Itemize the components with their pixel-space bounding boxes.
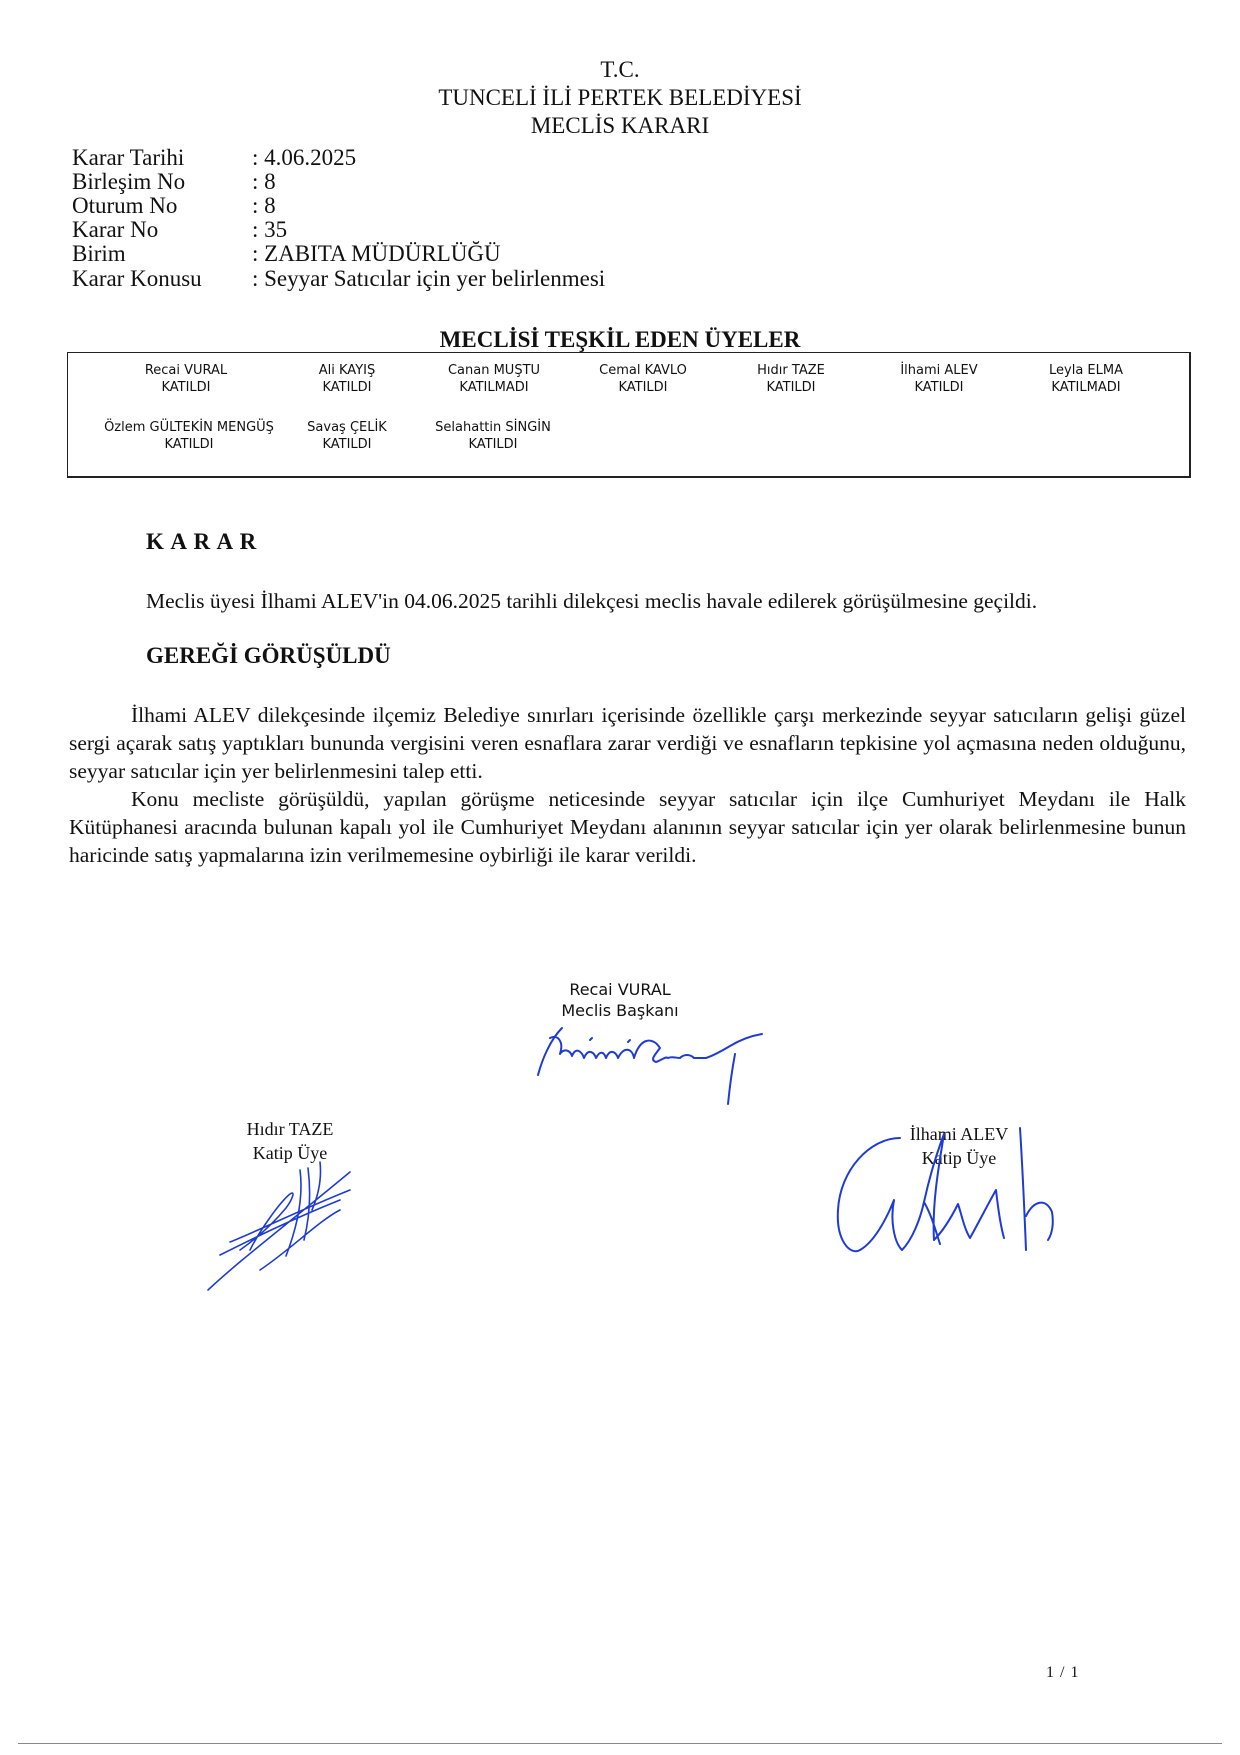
paragraph-1-text: İlhami ALEV dilekçesinde ilçemiz Belediye sınırları içerisinde özellikle çarşı merkezinde seyyar satıcıların gelişi güzel sergi açarak satış yaptıkları bununda vergisini veren esnaflara zarar verdiği ve esnafların tepkisine yol açmasına neden olduğunu, seyyar satıcılar için yer belirlenmesini talep etti. [69,703,1186,783]
member-name: Özlem GÜLTEKİN MENGÜŞ [104,420,274,435]
left-signature-icon [200,1160,370,1300]
meta-birim [72,242,772,266]
member-item [859,362,1019,396]
member-status: KATILDI [164,437,214,452]
member-status: KATILDI [161,380,211,395]
paragraph-2-text: Konu mecliste görüşüldü, yapılan görüşme neticesinde seyyar satıcılar için ilçe Cumhuriyet Meydanı ile Halk Kütüphanesi aracında bulunan kapalı yol ile Cumhuriyet Meydanı alanının seyyar satıcılar için yer olarak belirlenmesine bunun haricinde satış yapmalarına izin verilmemesine oybirliği ile karar verildi. [69,787,1186,867]
member-name: Savaş ÇELİK [307,420,387,435]
meta-value: : 8 [252,169,276,194]
president-title: Meclis Başkanı [561,1001,679,1020]
right-signer-title: Katip Üye [921,1148,997,1168]
member-status: KATILMADI [1051,380,1121,395]
meta-label: Birleşim No [72,169,186,194]
meta-label: Oturum No [72,193,178,218]
member-status: KATILDI [914,380,964,395]
left-signer-title: Katip Üye [252,1143,328,1163]
header-tc: T.C. [600,57,640,82]
member-item [711,362,871,396]
member-status: KATILDI [766,380,816,395]
meta-value: : ZABITA MÜDÜRLÜĞÜ [252,241,501,266]
members-box [67,352,1191,478]
meta-birlesim-no [72,170,772,194]
member-item [106,362,266,396]
paragraph-1 [69,701,1186,785]
meta-value: : Seyyar Satıcılar için yer belirlenmesi [252,266,606,291]
member-status: KATILDI [618,380,668,395]
member-item [267,419,427,453]
member-name: Cemal KAVLO [599,363,687,378]
member-status: KATILMADI [459,380,529,395]
member-status: KATILDI [468,437,518,452]
meta-label: Birim [72,241,126,266]
members-title: MECLİSİ TEŞKİL EDEN ÜYELER [439,327,801,352]
bottom-scan-line [18,1743,1222,1744]
meta-karar-konusu [72,267,772,291]
member-status: KATILDI [322,437,372,452]
meta-label: Karar No [72,217,159,242]
meta-label: Karar Konusu [72,266,202,291]
left-signature-block [220,1117,360,1165]
meta-value: : 35 [252,217,288,242]
member-status: KATILDI [322,380,372,395]
member-name: Ali KAYIŞ [318,363,376,378]
header-municipality: TUNCELİ İLİ PERTEK BELEDİYESİ [438,85,802,110]
meta-oturum-no [72,194,772,218]
meta-value: : 4.06.2025 [252,145,357,170]
meta-value: : 8 [252,193,276,218]
member-item [104,419,274,453]
member-item [267,362,427,396]
geregi-title: GEREĞİ GÖRÜŞÜLDÜ [146,643,391,668]
karar-title: K A R A R [146,529,258,554]
member-name: İlhami ALEV [900,363,978,378]
meta-karar-no [72,218,772,242]
member-name: Leyla ELMA [1049,363,1123,378]
karar-text: Meclis üyesi İlhami ALEV'in 04.06.2025 tarihli dilekçesi meclis havale edilerek görüşülmesine geçildi. [146,589,1038,613]
meta-label: Karar Tarihi [72,145,185,170]
member-item [413,419,573,453]
meta-karar-tarihi [72,146,772,170]
left-signer-name: Hıdır TAZE [246,1119,334,1139]
member-item [563,362,723,396]
president-signature-icon [530,1020,820,1110]
member-name: Hıdır TAZE [757,363,825,378]
member-item [1006,362,1166,396]
right-signer-name: İlhami ALEV [909,1124,1009,1144]
page-number: 1 / 1 [1046,1664,1080,1681]
member-item [414,362,574,396]
president-signature-block [560,979,680,1021]
member-name: Selahattin SİNGİN [435,420,551,435]
member-name: Canan MUŞTU [447,363,541,378]
right-signature-icon [820,1120,1070,1270]
member-name: Recai VURAL [144,363,228,378]
header-doc-type: MECLİS KARARI [530,113,710,138]
paragraph-2 [69,785,1186,869]
president-name: Recai VURAL [569,980,671,999]
